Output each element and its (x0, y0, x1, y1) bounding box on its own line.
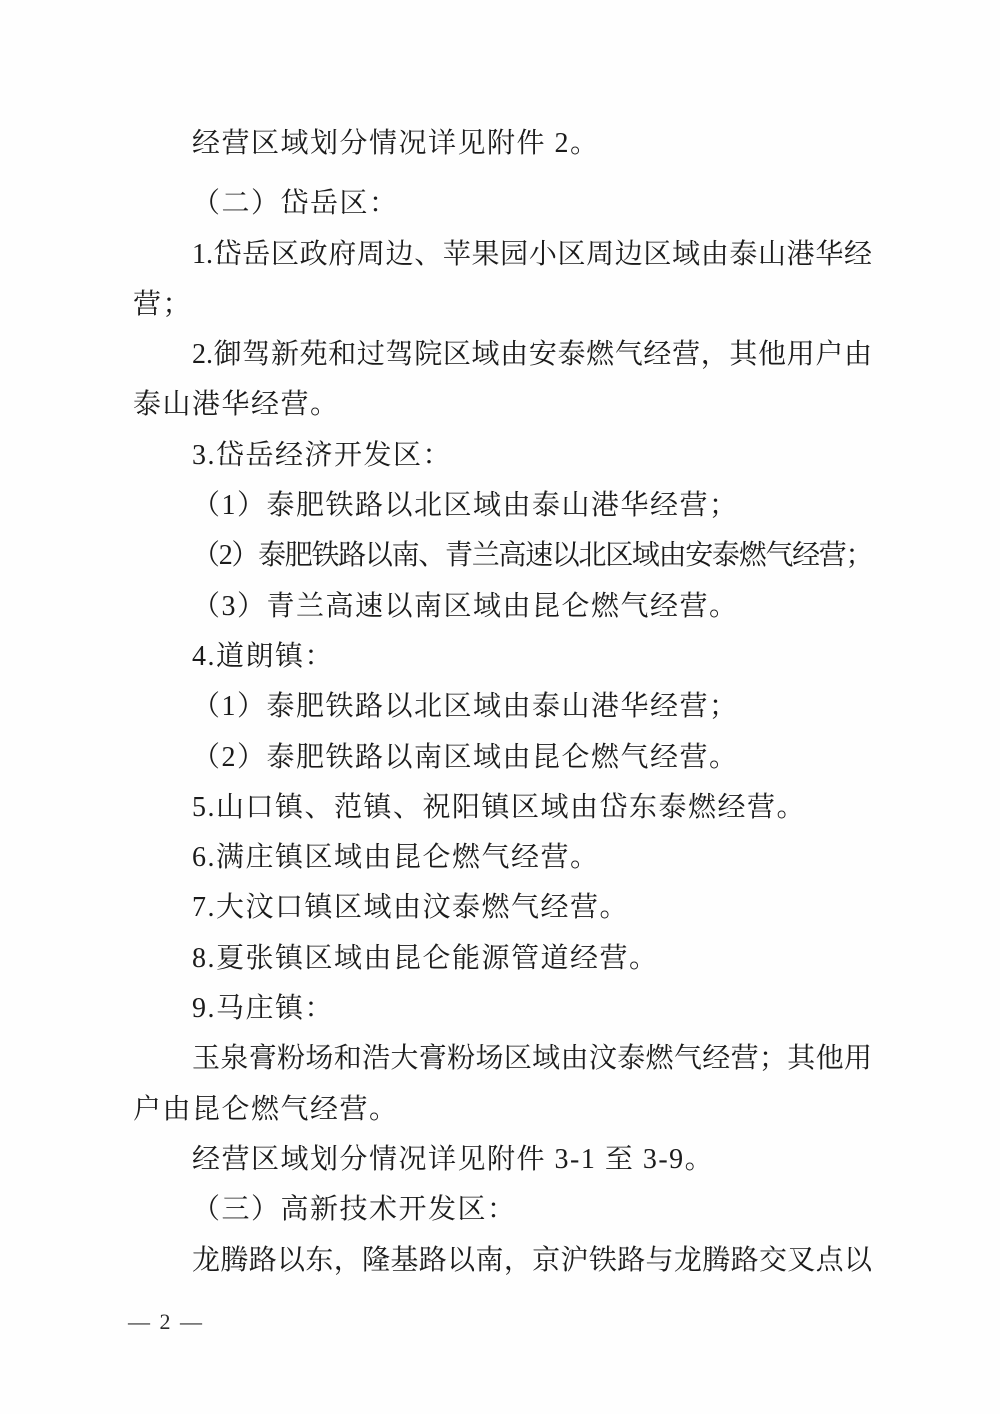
text-line-13: （2）泰肥铁路以南区域由昆仑燃气经营。 (192, 741, 739, 773)
text-line-8: （1）泰肥铁路以北区域由泰山港华经营； (192, 490, 739, 522)
text-line-6: 泰山港华经营。 (133, 389, 340, 421)
text-line-18: 9.马庄镇： (192, 993, 335, 1025)
text-line-5: 2.御驾新苑和过驾院区域由安泰燃气经营，其他用户由 (192, 339, 872, 371)
text-line-3: 1.岱岳区政府周边、苹果园小区周边区域由泰山港华经 (192, 238, 872, 270)
text-line-17: 8.夏张镇区域由昆仑能源管道经营。 (192, 942, 659, 974)
text-line-4: 营； (133, 288, 193, 320)
text-line-15: 6.满庄镇区域由昆仑燃气经营。 (192, 842, 600, 874)
text-line-20: 户由昆仑燃气经营。 (133, 1093, 399, 1125)
text-line-12: （1）泰肥铁路以北区域由泰山港华经营； (192, 691, 739, 723)
text-line-10: （3）青兰高速以南区域由昆仑燃气经营。 (192, 590, 739, 622)
text-line-9: （2）泰肥铁路以南、青兰高速以北区域由安泰燃气经营； (192, 540, 872, 572)
text-line-16: 7.大汶口镇区域由汶泰燃气经营。 (192, 892, 630, 924)
text-line-1: 经营区域划分情况详见附件 2。 (192, 128, 600, 159)
text-line-2: （二）岱岳区： (192, 188, 399, 220)
document-body (133, 119, 872, 1286)
text-line-22: （三）高新技术开发区： (192, 1194, 517, 1226)
text-line-7: 3.岱岳经济开发区： (192, 439, 453, 471)
text-line-23: 龙腾路以东，隆基路以南，京沪铁路与龙腾路交叉点以 (192, 1244, 872, 1276)
text-line-19: 玉泉膏粉场和浩大膏粉场区域由汶泰燃气经营；其他用 (192, 1043, 872, 1075)
text-line-21: 经营区域划分情况详见附件 3-1 至 3-9。 (192, 1143, 715, 1175)
text-line-14: 5.山口镇、范镇、祝阳镇区域由岱东泰燃经营。 (192, 791, 807, 823)
text-line-11: 4.道朗镇： (192, 640, 335, 672)
page-number: — 2 — (128, 1309, 204, 1334)
